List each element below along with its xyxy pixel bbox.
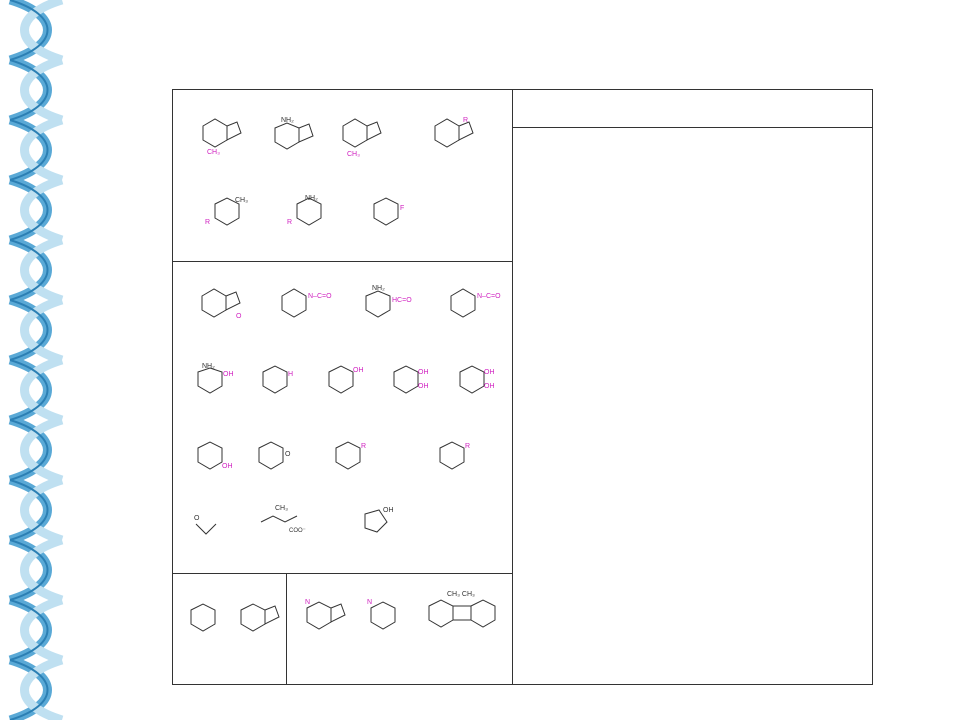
svg-text:R: R xyxy=(465,443,471,450)
molecule xyxy=(375,362,437,411)
svg-text:OH: OH xyxy=(484,369,495,376)
molecule xyxy=(181,284,255,335)
glycosylase-figure xyxy=(172,89,873,685)
molecule xyxy=(439,362,505,411)
svg-text:F: F xyxy=(400,205,405,212)
svg-text:COO⁻: COO⁻ xyxy=(289,528,306,534)
molecule xyxy=(229,600,285,649)
svg-text:O: O xyxy=(194,515,200,522)
svg-text:NH₂: NH₂ xyxy=(305,195,318,202)
svg-text:OH: OH xyxy=(353,367,364,374)
enzyme-table xyxy=(513,90,872,684)
svg-text:CH₃: CH₃ xyxy=(347,151,360,158)
molecule xyxy=(395,114,505,167)
molecule xyxy=(309,362,373,411)
molecule xyxy=(293,596,353,649)
molecule xyxy=(397,438,507,487)
molecule xyxy=(187,194,267,236)
svg-text:R: R xyxy=(205,219,211,226)
section-deaminated xyxy=(173,574,287,684)
svg-text:O: O xyxy=(236,313,242,320)
svg-text:H: H xyxy=(288,371,294,378)
svg-text:N: N xyxy=(305,599,311,606)
molecule xyxy=(303,438,393,487)
svg-text:N–C=O: N–C=O xyxy=(308,293,332,300)
molecule xyxy=(179,438,241,487)
svg-text:HC=O: HC=O xyxy=(392,297,412,304)
structures-panel xyxy=(173,90,513,684)
svg-text:NH₂: NH₂ xyxy=(202,363,215,370)
molecule xyxy=(181,508,231,553)
molecule xyxy=(235,502,327,551)
svg-text:OH: OH xyxy=(418,383,429,390)
svg-text:R: R xyxy=(463,117,469,124)
section-oxidized xyxy=(173,262,512,574)
molecule xyxy=(323,114,393,167)
section-others xyxy=(287,574,512,684)
molecule xyxy=(179,362,241,411)
svg-text:R: R xyxy=(287,219,293,226)
molecule xyxy=(357,596,413,649)
table-header xyxy=(513,90,872,128)
molecule xyxy=(417,588,509,649)
dna-helix-decoration xyxy=(0,0,80,720)
svg-text:CH₃: CH₃ xyxy=(275,505,288,512)
svg-text:N: N xyxy=(367,599,373,606)
section-alkylated xyxy=(173,90,512,262)
molecule xyxy=(257,284,339,335)
molecule xyxy=(351,194,421,236)
molecule xyxy=(243,438,299,487)
molecule xyxy=(329,502,421,551)
molecule xyxy=(425,284,509,335)
svg-text:OH: OH xyxy=(418,369,429,376)
molecule xyxy=(269,194,349,236)
molecule xyxy=(243,362,307,411)
svg-text:CH₃: CH₃ xyxy=(235,197,248,204)
svg-text:OH: OH xyxy=(223,371,234,378)
svg-text:CH₃: CH₃ xyxy=(207,149,220,156)
molecule xyxy=(183,114,253,167)
svg-text:NH₂: NH₂ xyxy=(281,117,294,124)
molecule xyxy=(255,114,325,167)
svg-text:OH: OH xyxy=(484,383,495,390)
svg-text:OH: OH xyxy=(383,507,394,514)
svg-text:O: O xyxy=(285,451,291,458)
svg-text:R: R xyxy=(361,443,367,450)
molecule xyxy=(341,284,423,335)
svg-text:OH: OH xyxy=(222,463,233,470)
molecule xyxy=(177,600,229,649)
svg-text:CH₃ CH₃: CH₃ CH₃ xyxy=(447,591,475,598)
svg-text:NH₂: NH₂ xyxy=(372,285,385,292)
svg-text:N–C=O: N–C=O xyxy=(477,293,501,300)
